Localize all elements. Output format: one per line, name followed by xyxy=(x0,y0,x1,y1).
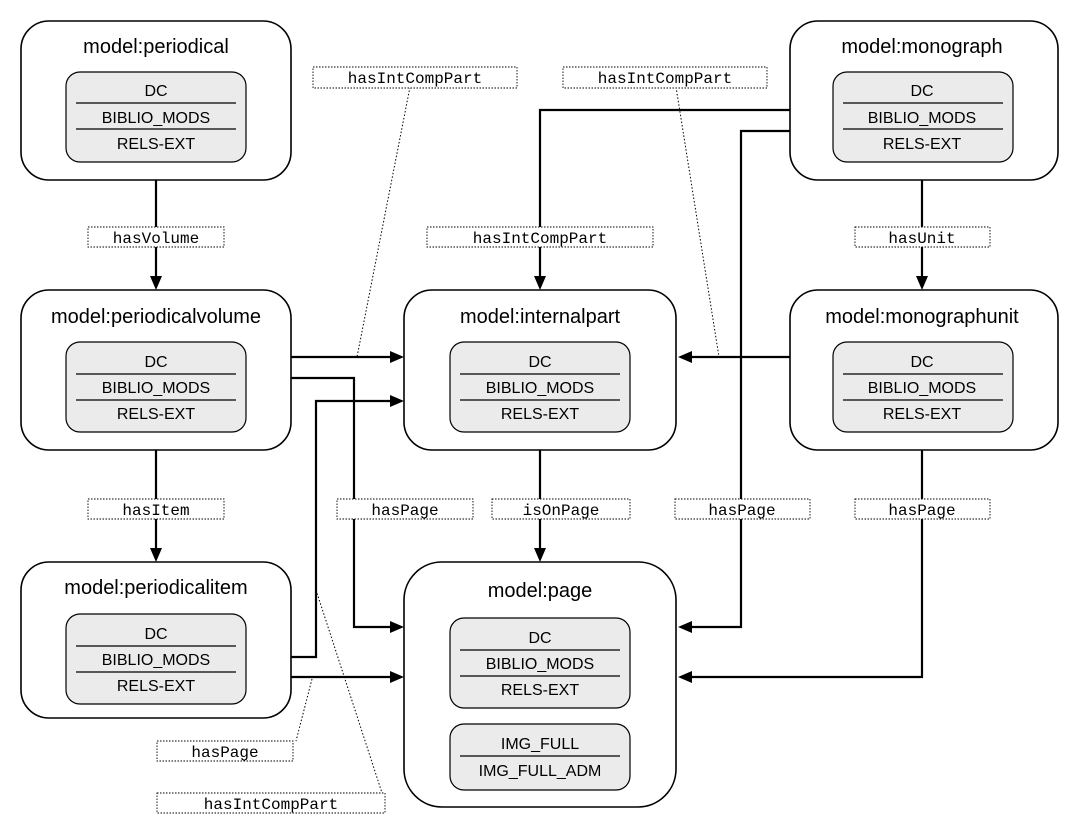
arrowhead xyxy=(390,621,404,633)
svg-text:hasPage: hasPage xyxy=(191,744,259,762)
model-monograph xyxy=(790,21,1058,180)
relation-label-haspage-item xyxy=(157,741,293,762)
svg-text:hasIntCompPart: hasIntCompPart xyxy=(597,70,733,88)
svg-text:hasUnit: hasUnit xyxy=(888,230,956,248)
datastream-label: BIBLIO_MODS xyxy=(485,656,595,673)
model-periodicalitem xyxy=(21,562,291,718)
model-title: model:periodical xyxy=(83,36,229,58)
datastream-label: RELS-EXT xyxy=(500,682,580,699)
datastream-label: RELS-EXT xyxy=(116,136,196,153)
relation-label-hasintcomppart-top-left xyxy=(313,67,517,88)
model-periodical xyxy=(21,21,291,180)
image-datastream-box xyxy=(450,724,630,790)
edge-monograph-to-internalpart xyxy=(540,110,790,276)
leader-line xyxy=(676,87,719,357)
arrowhead xyxy=(678,621,692,633)
datastream-label: RELS-EXT xyxy=(882,136,962,153)
relation-label-hasitem xyxy=(88,499,224,520)
datastream-label: RELS-EXT xyxy=(500,406,580,423)
svg-text:hasIntCompPart: hasIntCompPart xyxy=(472,230,608,248)
datastream-label: BIBLIO_MODS xyxy=(101,380,211,397)
arrowhead xyxy=(916,276,928,290)
datastream-label: DC xyxy=(910,83,934,100)
arrowhead xyxy=(150,548,162,562)
datastream-label: RELS-EXT xyxy=(116,678,196,695)
leader-line xyxy=(357,87,410,357)
svg-text:hasItem: hasItem xyxy=(122,502,190,520)
datastream-label: DC xyxy=(910,354,934,371)
relation-label-hasunit xyxy=(855,227,990,248)
model-internalpart xyxy=(404,290,676,450)
relation-label-hasintcomppart-bottom xyxy=(157,793,385,814)
relation-label-haspage-volume xyxy=(337,499,473,520)
relation-label-haspage-unit xyxy=(855,499,990,520)
datastream-label: DC xyxy=(144,83,168,100)
arrowhead xyxy=(534,276,546,290)
datastream-label: IMG_FULL xyxy=(500,736,580,753)
arrowhead xyxy=(150,276,162,290)
arrowhead xyxy=(390,351,404,363)
model-title: model:page xyxy=(487,580,593,602)
relation-label-isonpage xyxy=(492,499,630,520)
edge-item-to-internalpart xyxy=(290,401,390,657)
model-title: model:monograph xyxy=(841,36,1003,58)
arrowhead xyxy=(678,351,692,363)
model-title: model:monographunit xyxy=(825,306,1019,328)
svg-text:hasIntCompPart: hasIntCompPart xyxy=(347,70,483,88)
svg-text:hasPage: hasPage xyxy=(708,502,776,520)
model-title: model:periodicalvolume xyxy=(50,306,262,328)
model-periodicalvolume xyxy=(21,290,291,450)
datastream-label: RELS-EXT xyxy=(882,406,962,423)
datastream-label: IMG_FULL_ADM xyxy=(478,763,602,780)
datastream-label: DC xyxy=(528,630,552,647)
svg-text:hasPage: hasPage xyxy=(371,502,439,520)
edge-unit-to-page xyxy=(692,450,922,677)
datastream-label: BIBLIO_MODS xyxy=(101,110,211,127)
svg-text:isOnPage: isOnPage xyxy=(522,502,600,520)
leader-line xyxy=(296,679,312,741)
svg-text:hasIntCompPart: hasIntCompPart xyxy=(203,796,339,814)
model-title: model:internalpart xyxy=(459,306,621,328)
datastream-label: RELS-EXT xyxy=(116,406,196,423)
leader-line xyxy=(316,590,382,793)
datastream-label: DC xyxy=(144,626,168,643)
datastream-label: BIBLIO_MODS xyxy=(101,652,211,669)
svg-text:hasPage: hasPage xyxy=(888,502,956,520)
relation-label-haspage-monograph xyxy=(675,499,810,520)
datastream-label: BIBLIO_MODS xyxy=(867,110,977,127)
svg-text:hasVolume: hasVolume xyxy=(112,230,200,248)
arrowhead xyxy=(390,671,404,683)
relation-label-hasintcomppart-top-right xyxy=(563,67,767,88)
model-page xyxy=(404,562,676,807)
arrowhead xyxy=(678,671,692,683)
arrowhead xyxy=(390,395,404,407)
model-monographunit xyxy=(790,290,1058,450)
datastream-label: DC xyxy=(144,354,168,371)
relation-label-hasintcomppart-monograph xyxy=(427,227,653,248)
relation-label-hasvolume xyxy=(88,227,224,248)
datastream-label: BIBLIO_MODS xyxy=(485,380,595,397)
edge-monograph-to-page xyxy=(692,131,790,627)
arrowhead xyxy=(534,548,546,562)
model-title: model:periodicalitem xyxy=(64,577,248,599)
datastream-label: BIBLIO_MODS xyxy=(867,380,977,397)
datastream-label: DC xyxy=(528,354,552,371)
